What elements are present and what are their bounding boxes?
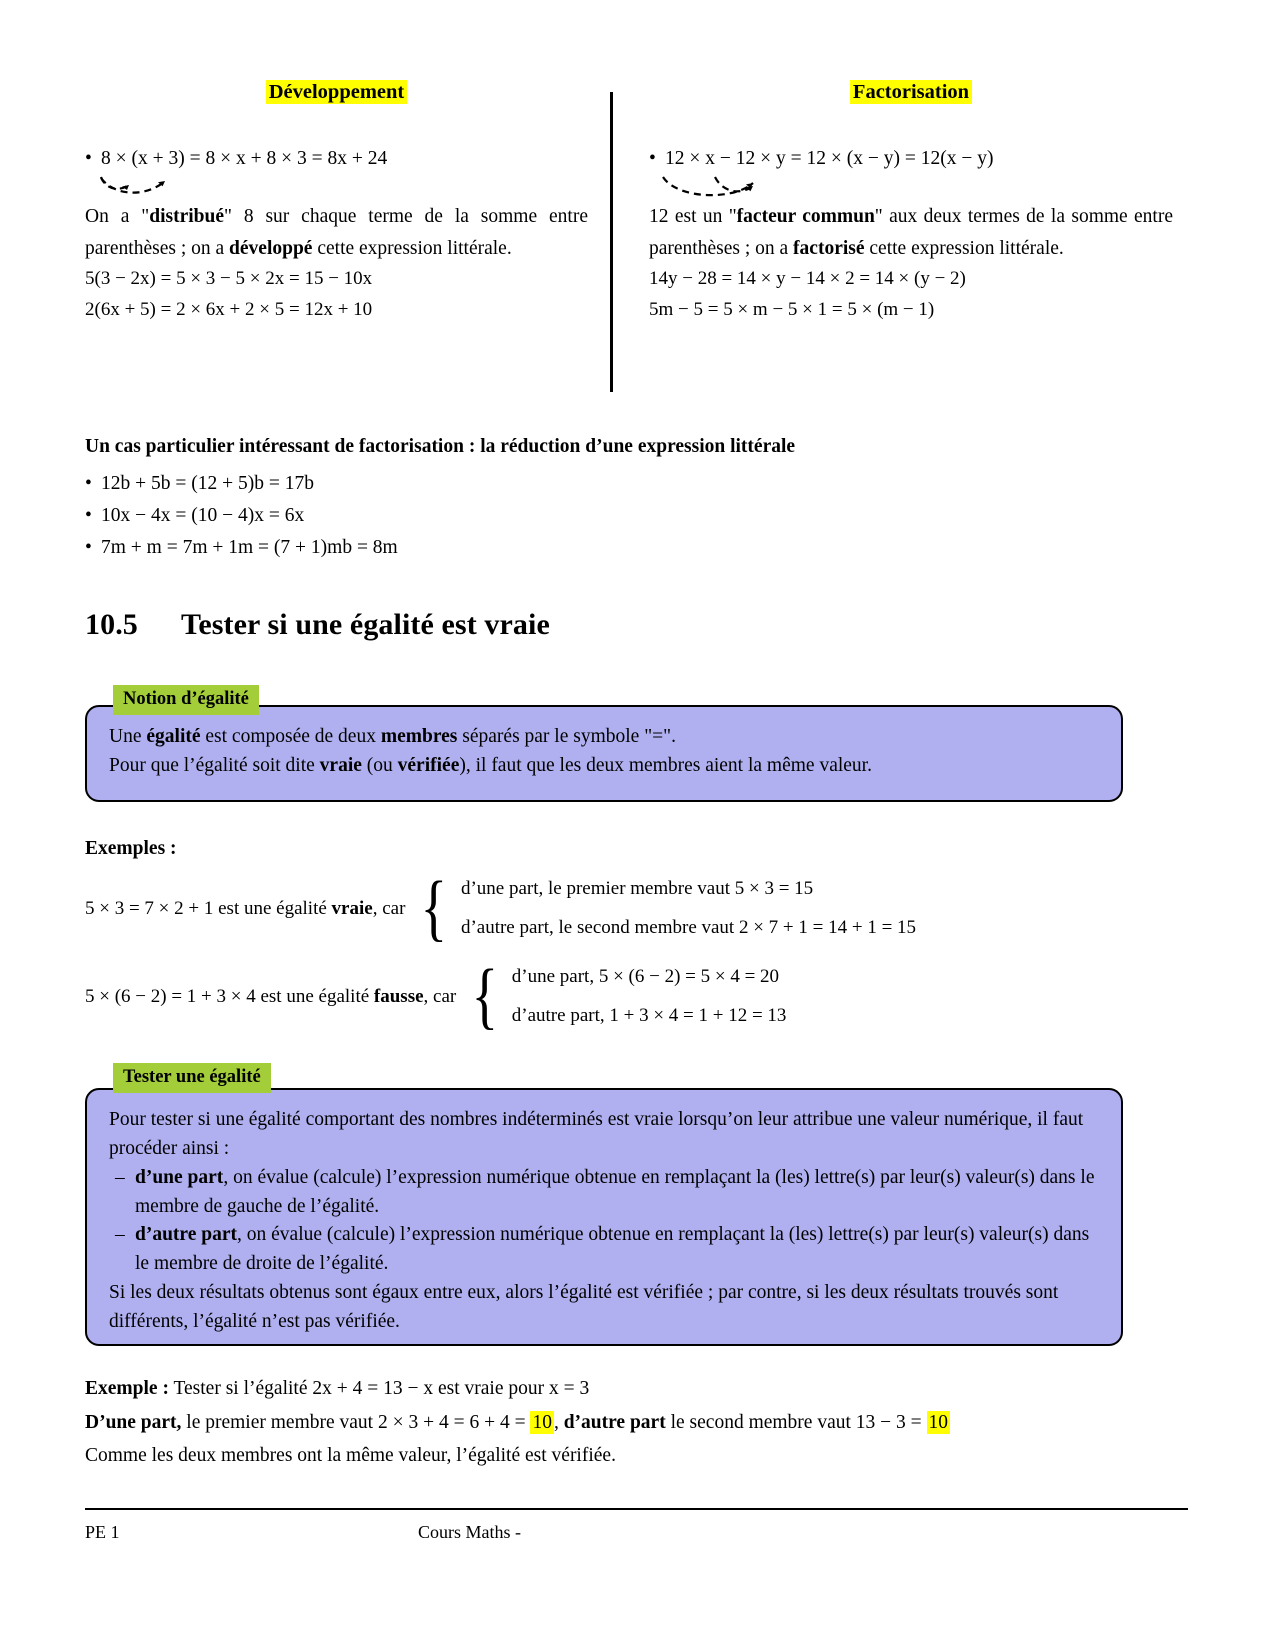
notion-l1-c: séparés par le symbole "=". [457,726,676,747]
notion-l2-c: ), il faut que les deux membres aient la même valeur. [459,754,872,776]
two-column-comparison [85,80,1190,392]
final-example-line-1 [85,1372,1185,1406]
section-heading [85,608,550,642]
final-example-highlight-2: 10 [928,1411,949,1433]
footer-center: Cours Maths - [418,1522,521,1542]
special-case-bullet-1 [85,468,1185,500]
dev-par-pre: On a " [85,205,150,227]
developpement-example-2: 2(6x + 5) = 2 × 6x + 2 × 5 = 12x + 10 [85,298,373,320]
footer-divider [85,1508,1188,1510]
factorisation-arrows-svg [649,175,879,201]
final-example-l2-a: le premier membre vaut 2 × 3 + 4 = 6 + 4 = [181,1411,531,1433]
distribution-arrows-svg [85,175,225,201]
factorisation-example-1: 14y − 28 = 14 × y − 14 × 2 = 14 × (y − 2) [649,268,966,290]
developpement-title-text: Développement [266,80,408,104]
final-example-dautre-part: d’autre part [563,1411,666,1433]
final-example-statement: Tester si l’égalité 2x + 4 = 13 − x est vraie pour x = 3 [168,1378,590,1399]
notion-l1-bold1: égalité [146,726,201,747]
tester-step-1-rest: , on évalue (calcule) l’expression numérique obtenue en remplaçant la (les) lettre(s) par leur(s) valeur(s) dans le membre de gauche de l’égalité. [135,1166,1095,1217]
fac-par-bold1: facteur commun [736,205,875,227]
example-1-lhs-pre: 5 × 3 = 7 × 2 + 1 est une égalité [85,897,332,919]
factorisation-example-2: 5m − 5 = 5 × m − 5 × 1 = 5 × (m − 1) [649,298,935,320]
special-case-block [85,435,1185,563]
bullet-dot-icon: • [85,536,92,558]
example-block-2 [85,955,787,1038]
bullet-dot-icon: • [85,504,92,526]
example-2-line-1: d’une part, 5 × (6 − 2) = 5 × 4 = 20 [511,966,780,987]
dash-icon: – [115,1224,125,1246]
brace-icon: { [471,955,499,1038]
developpement-formula [85,147,588,171]
factorisation-formula-text: 12 × x − 12 × y = 12 × (x − y) = 12(x − y) [665,147,994,169]
special-case-heading: Un cas particulier intéressant de factorisation : la réduction d’une expression littérale [85,436,796,457]
final-example-line-2 [85,1406,1185,1440]
final-example-block [85,1372,1185,1473]
dev-par-mid: " 8 sur chaque terme de la somme entre parenthèses ; on a [85,205,588,259]
example-1-rhs [461,870,916,948]
special-case-bullet-2 [85,500,1185,532]
fac-par-mid: " aux deux termes de la somme entre parenthèses ; on a [649,205,1173,259]
dev-par-post: cette expression littérale. [312,237,512,259]
bullet-dot-icon: • [85,473,92,495]
final-example-l2-c: le second membre vaut 13 − 3 = [665,1411,927,1433]
special-case-bullet-3-text: 7m + m = 7m + 1m = (7 + 1)mb = 8m [101,536,398,558]
callout-tab-tester-egalite: Tester une égalité [113,1063,271,1093]
example-1-lhs [85,898,413,920]
column-developpement [85,80,610,392]
final-example-line-3: Comme les deux membres ont la même valeur, l’égalité est vérifiée. [85,1445,616,1467]
notion-l2-a: Pour que l’égalité soit dite [109,754,320,776]
notion-l2-bold1: vraie [319,754,362,776]
distribution-arrows [85,175,588,201]
examples-heading: Exemples : [85,838,177,859]
developpement-formula-text: 8 × (x + 3) = 8 × x + 8 × 3 = 8x + 24 [101,147,388,169]
tester-step-list [109,1164,1099,1279]
notion-l1-a: Une [109,726,147,747]
tester-step-1 [109,1164,1099,1222]
section-number: 10.5 [85,608,138,641]
final-example-l2-b: , [553,1411,564,1433]
example-2-lhs-bold: fausse [373,985,424,1007]
example-1-lhs-bold: vraie [331,897,373,919]
callout-tester-egalite [85,1088,1123,1346]
callout-notion-egalite-body [87,707,1121,795]
example-2-line-2: d’autre part, 1 + 3 × 4 = 1 + 12 = 13 [511,1004,787,1026]
section-title: Tester si une égalité est vraie [181,608,550,641]
example-2-lhs [85,986,464,1008]
notion-l1-bold2: membres [380,726,458,747]
callout-notion-egalite [85,705,1123,802]
tester-outro: Si les deux résultats obtenus sont égaux entre eux, alors l’égalité est vérifiée ; par contre, si les deux résultats trouvés sont différents, l’égalité n’est pas vérifiée. [109,1282,1059,1333]
column-title-developpement [85,80,588,105]
factorisation-formula [649,147,1173,171]
column-title-factorisation [649,80,1173,105]
notion-l1-b: est composée de deux [200,726,381,747]
final-example-highlight-1: 10 [532,1411,552,1433]
tester-step-1-bold: d’une part [135,1166,224,1188]
developpement-paragraph [85,201,588,264]
factorisation-title-text: Factorisation [850,80,972,104]
footer-left: PE 1 [85,1522,120,1542]
brace-icon: { [420,867,448,950]
tester-step-2-rest: , on évalue (calcule) l’expression numérique obtenue en remplaçant la (les) lettre(s) par leur(s) valeur(s) dans le membre de droite de l’égalité. [135,1224,1090,1275]
dev-par-bold2: développé [229,237,313,259]
tester-step-2-bold: d’autre part [135,1224,238,1246]
callout-tab-notion-egalite: Notion d’égalité [113,685,259,715]
example-2-rhs [512,958,787,1036]
factorisation-arrows [649,175,1173,201]
column-factorisation [613,80,1173,392]
developpement-example-1: 5(3 − 2x) = 5 × 3 − 5 × 2x = 15 − 10x [85,268,373,290]
special-case-bullet-2-text: 10x − 4x = (10 − 4)x = 6x [101,504,305,526]
example-1-line-1: d’une part, le premier membre vaut 5 × 3 = 15 [460,878,814,899]
special-case-bullet-3 [85,532,1185,564]
example-2-lhs-post: , car [423,985,457,1007]
example-2-lhs-pre: 5 × (6 − 2) = 1 + 3 × 4 est une égalité [85,985,374,1007]
fac-par-bold2: factorisé [793,237,865,259]
final-example-label: Exemple : [85,1378,169,1399]
example-1-line-2: d’autre part, le second membre vaut 2 × 7 + 1 = 14 + 1 = 15 [460,916,917,938]
notion-line-2 [109,752,1099,781]
tester-intro: Pour tester si une égalité comportant des nombres indéterminés est vraie lorsqu’on leur attribue une valeur numérique, il faut procéder ainsi : [109,1109,1084,1159]
example-block-1 [85,867,917,950]
fac-par-post: cette expression littérale. [864,237,1064,259]
bullet-dot-icon: • [649,147,656,169]
factorisation-paragraph [649,201,1173,264]
dev-par-bold1: distribué [149,205,224,227]
example-1-lhs-post: , car [372,897,406,919]
special-case-bullet-1-text: 12b + 5b = (12 + 5)b = 17b [101,473,314,495]
bullet-dot-icon: • [85,147,92,169]
final-example-dune-part: D’une part, [85,1411,182,1433]
notion-l2-b: (ou [361,754,398,776]
callout-tester-egalite-body [87,1090,1121,1351]
tester-step-2 [109,1221,1099,1279]
notion-l2-bold2: vérifiée [397,754,460,776]
dash-icon: – [115,1166,125,1188]
fac-par-pre: 12 est un " [649,205,737,227]
notion-line-1 [109,723,1099,752]
